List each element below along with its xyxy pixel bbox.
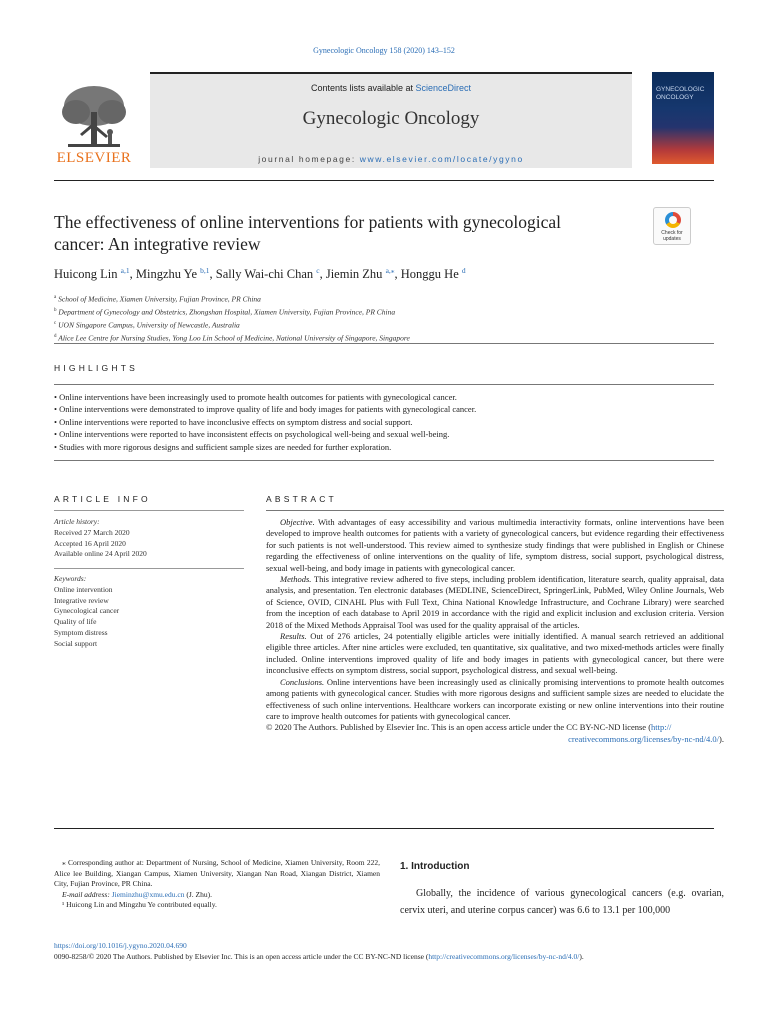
abstract-objective: [266, 517, 724, 574]
affiliation: [54, 305, 410, 318]
affiliations-divider: [54, 343, 714, 344]
journal-masthead: [54, 72, 714, 168]
affil-text: School of Medicine, Xiamen University, Fujian Province, PR China: [58, 294, 261, 304]
keyword: Online intervention: [54, 584, 113, 594]
footnotes: [54, 858, 380, 911]
keyword: Symptom distress: [54, 627, 108, 637]
history-caption: Article history:: [54, 517, 100, 526]
abstract-license-url: [266, 734, 724, 745]
highlights-heading: HIGHLIGHTS: [54, 363, 138, 373]
homepage-prefix: journal homepage:: [258, 154, 360, 164]
author-affil-ref[interactable]: a,⁎: [385, 266, 395, 275]
contents-line: [150, 83, 632, 93]
affiliation: [54, 318, 410, 331]
affil-label: c: [54, 321, 57, 326]
cover-title-line1: GYNECOLOGIC: [656, 86, 705, 93]
cover-title: [656, 86, 704, 101]
article-info-heading: ARTICLE INFO: [54, 494, 151, 504]
article-title: [54, 211, 634, 255]
copyright-text: © 2020 The Authors. Published by Elsevier Inc. This is an open access article under the CC BY-NC-ND license (: [266, 722, 652, 733]
equal-contribution-note: ¹ Huicong Lin and Mingzhu Ye contributed equally.: [62, 900, 217, 909]
email-suffix: (J. Zhu).: [184, 889, 212, 899]
author-name[interactable]: Mingzhu Ye: [135, 267, 198, 282]
journal-homepage: [150, 154, 632, 164]
abstract-methods: [266, 574, 724, 631]
keyword: Quality of life: [54, 617, 97, 627]
email-link[interactable]: Jieminzhu@xmu.edu.cn: [111, 889, 185, 899]
crossmark-icon: [665, 212, 681, 228]
crossmark-label: [654, 231, 690, 242]
author-name[interactable]: Honggu He: [400, 267, 459, 282]
keywords-caption: Keywords:: [54, 574, 87, 583]
journal-title-box: [150, 72, 632, 168]
sciencedirect-link[interactable]: ScienceDirect: [415, 83, 472, 93]
header-divider: [54, 180, 714, 181]
methods-label: Methods.: [280, 574, 312, 585]
crossmark-label-line2: updates: [663, 235, 681, 242]
affil-label: d: [54, 334, 57, 339]
author-affil-ref[interactable]: a,1: [120, 266, 130, 275]
cover-title-line2: ONCOLOGY: [656, 93, 694, 101]
corresponding-author-note: ⁎ Corresponding author at: Department of Nursing, School of Medicine, Xiamen University, Room 222, Alice lee Building, Xiangan Campus, Xiamen University, Xiangan Nan Road, Xiangan District, Xiamen City, Fujian Province, PR China.: [54, 858, 380, 888]
keyword: Social support: [54, 638, 98, 648]
keyword: Gynecological cancer: [54, 606, 120, 616]
cc-close: ).: [719, 733, 724, 744]
journal-citation[interactable]: Gynecologic Oncology 158 (2020) 143–152: [313, 46, 455, 55]
journal-name: Gynecologic Oncology: [302, 108, 480, 129]
article-title-line2: cancer: An integrative review: [54, 234, 261, 254]
received-date: Received 27 March 2020: [54, 527, 130, 537]
affil-text: UON Singapore Campus, University of Newcastle, Australia: [58, 320, 240, 330]
history-divider: [54, 568, 244, 569]
cc-license-link-part2[interactable]: creativecommons.org/licenses/by-nc-nd/4.0/: [568, 733, 720, 744]
affil-text: Alice Lee Centre for Nursing Studies, Yong Loo Lin School of Medicine, National University of Singapore, Singapore: [58, 333, 410, 343]
abstract-body: [266, 517, 724, 745]
article-history: [54, 517, 234, 560]
affil-label: a: [54, 295, 57, 300]
results-label: Results.: [280, 631, 307, 642]
abstract-bottom-rule: [54, 828, 714, 829]
conclusions-label: Conclusions.: [280, 676, 325, 687]
article-info-rule: [54, 510, 244, 511]
email-note: [54, 890, 380, 901]
highlight-item: • Online interventions were demonstrated to improve quality of life and body images for patients with gynecological cancer.: [54, 403, 476, 415]
abstract-results: [266, 631, 724, 677]
affil-label: b: [54, 308, 57, 313]
author-affil-ref[interactable]: c: [316, 266, 320, 275]
affiliations: [54, 292, 410, 344]
email-label: E-mail address:: [62, 889, 112, 899]
accepted-date: Accepted 16 April 2020: [54, 538, 126, 548]
affil-text: Department of Gynecology and Obstetrics, Zhongshan Hospital, Xiamen University, Fujian Province, PR China: [58, 307, 396, 317]
highlight-item: • Studies with more rigorous designs and sufficient sample sizes are needed for further exploration.: [54, 441, 476, 453]
affiliation: [54, 292, 410, 305]
homepage-link[interactable]: www.elsevier.com/locate/ygyno: [359, 154, 524, 164]
journal-cover-image[interactable]: [652, 72, 714, 164]
abstract-rule: [266, 510, 724, 511]
objective-text: With advantages of easy accessibility and various multimedia interactivity formats, online interventions have been developed to improve health outcomes for patients with a variety of gynecological cancers, but evidence regarding their effectiveness for such patients is not well-understood. This review aimed to synthesize study findings that were published in English or Chinese regarding the effectiveness of online interventions on the quality of life, symptom distress, social support, psychological distress, sexual well-being, and body image in patients with gynecological cancer.: [266, 517, 724, 573]
author-name[interactable]: Huicong Lin: [54, 267, 118, 282]
author-name[interactable]: Sally Wai-chi Chan: [215, 267, 314, 282]
license-suffix: ).: [579, 952, 584, 961]
license-prefix: 0090-8258/© 2020 The Authors. Published by Elsevier Inc. This is an open access article under the CC BY-NC-ND license (: [54, 952, 429, 961]
highlight-item: • Online interventions were reported to have inconclusive effects on symptom distress and social support.: [54, 416, 476, 428]
crossmark-label-line1: Check for: [661, 230, 683, 236]
highlight-item: • Online interventions have been increasingly used to promote health outcomes for patients with gynecological cancer.: [54, 391, 476, 403]
keywords: [54, 574, 234, 650]
license-link[interactable]: http://creativecommons.org/licenses/by-nc-nd/4.0/: [428, 952, 580, 961]
contents-prefix: Contents lists available at: [310, 83, 416, 93]
author-name[interactable]: Jiemin Zhu: [325, 267, 383, 282]
abstract-conclusions: [266, 677, 724, 723]
highlights-top-rule: [54, 384, 714, 385]
author-list: Huicong Lin $^{a,1}$, Mingzhu Ye $^{b,1}$, Sally Wai-chi Chan $^c$, Jiemin Zhu $^{a,⁎}$, Honggu He $^d$: [54, 266, 466, 282]
methods-text: This integrative review adhered to five steps, including problem identification, literature search, quality appraisal, data analysis, and presentation. Ten electronic databases (MEDLINE, ScienceDirect, SpringerLink, PubMed, Wiley Online Journals, Web of Science, OVID, CINAHL Plus with Full Text, China National Knowledge Infrastructure, and Cochrane Library) were searched from the inception of each database to April 2019 in accordance with the rigid and explicit inclusion and exclusion criteria. Version 2018 of the Mixed Methods Appraisal Tool was used for the quality appraisal of the articles.: [266, 574, 724, 630]
introduction-heading: 1. Introduction: [400, 861, 470, 872]
article-title-line1: The effectiveness of online interventions for patients with gynecological: [54, 212, 562, 232]
online-date: Available online 24 April 2020: [54, 549, 147, 559]
highlights-list: [54, 391, 476, 453]
highlights-bottom-rule: [54, 460, 714, 461]
keyword: Integrative review: [54, 595, 109, 605]
objective-label: Objective.: [280, 517, 315, 527]
introduction-text: Globally, the incidence of various gynecological cancers (e.g. ovarian, cervix uteri, and uterine corpus cancer) was 6.6 to 13.1 per 100,000: [400, 888, 724, 916]
author-affil-ref[interactable]: b,1: [200, 266, 210, 275]
author-affil-ref[interactable]: d: [461, 266, 466, 275]
abstract-copyright: [266, 722, 724, 733]
highlight-item: • Online interventions were reported to have inconsistent effects on psychological well-being and sexual well-being.: [54, 428, 476, 440]
abstract-heading: ABSTRACT: [266, 494, 337, 504]
license-line: [54, 951, 734, 962]
cc-license-link-part1[interactable]: http://: [651, 722, 672, 733]
doi-block: [54, 940, 734, 962]
doi-link[interactable]: https://doi.org/10.1016/j.ygyno.2020.04.690: [54, 941, 187, 950]
check-for-updates-button[interactable]: [653, 207, 691, 245]
conclusions-text: Online interventions have been increasingly used as clinically promising interventions to promote health outcomes among patients with gynecological cancer. Studies with more rigorous designs and sufficient sample sizes are needed to elucidate the effectiveness of such online interventions. Healthcare workers can incorporate existing or new online interventions into their routine care to improve health outcomes for patients with gynecological cancer.: [266, 676, 724, 721]
elsevier-wordmark: ELSEVIER: [56, 150, 132, 166]
results-text: Out of 276 articles, 24 potentially eligible articles were initially identified. A manual search retrieved an additional eligible three articles. After nine articles were excluded, ten quantitative, six qualitative, and two mixed-methods articles were finally included. Online interventions improved quality of life and body images in patients with gynecological cancer, but there were inconclusive effects on symptom distress, social support, psychological distress, and sexual well-being.: [266, 631, 724, 676]
